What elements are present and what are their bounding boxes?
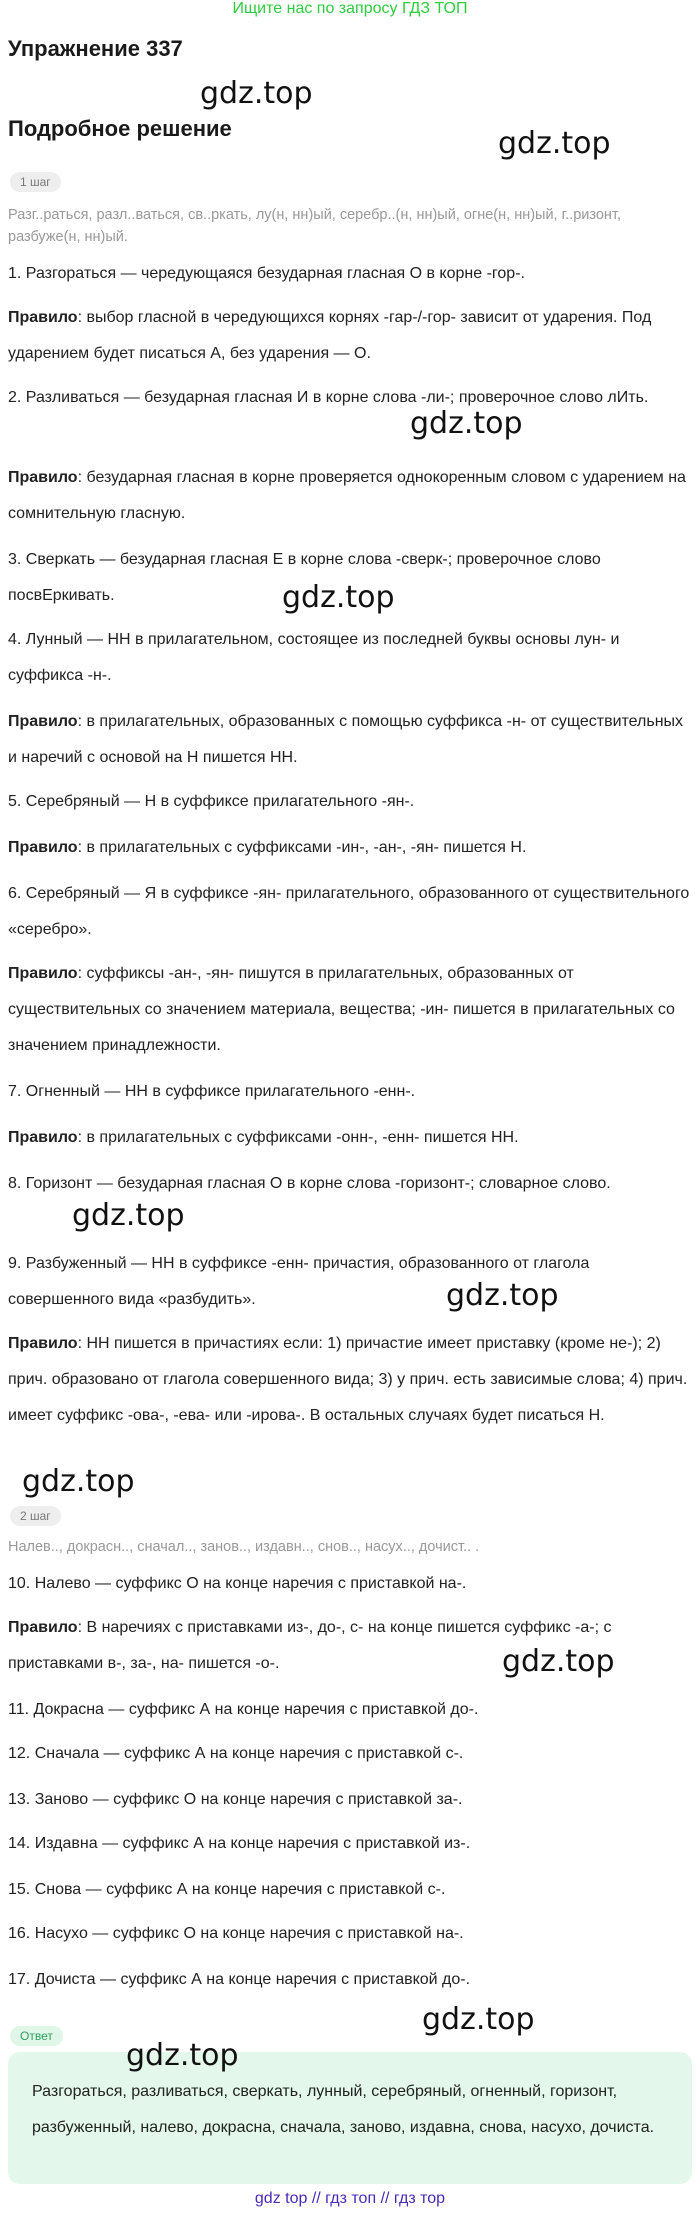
rule: Правило: суффиксы -ан-, -ян- пишутся в прилагательных, образованных от существительных со значением материала, вещества; -ин- пишется в прилагательных со значением принадлежности. [8,965,675,1054]
rule: Правило: В наречиях с приставками из-, до-, с- на конце пишется суффикс -а-; с приставками в-, за-, на- пишется -о-. [8,1619,612,1672]
step-2-badge: 2 шаг [10,1506,61,1526]
rule: Правило: в прилагательных с суффиксами -онн-, -енн- пишется НН. [8,1129,519,1146]
word: Разгораться [25,265,117,282]
list-item: 11. Докрасна — суффикс А на конце наречия с приставкой до-. [8,1701,479,1718]
rule: Правило: в прилагательных, образованных с помощью суффикса -н- от существительных и наречий с основой на Н пишется НН. [8,713,684,766]
step-1-task-words: Разг..раться, разл..ваться, св..ркать, лу(н, нн)ый, серебр..(н, нн)ый, огне(н, нн)ый, г..ризонт, разбуже(н, нн)ый. [8,207,621,245]
watermark: gdz.top [200,76,313,111]
step-2-task-words: Налев.., докрасн.., сначал.., занов.., издавн.., снов.., насух.., дочист.. . [8,1539,480,1555]
list-item: 3. Сверкать — безударная гласная Е в корне слова -сверк-; проверочное слово посвЕркивать. [8,551,601,604]
list-item: 8. Горизонт — безударная гласная О в корне слова -горизонт-; словарное слово. [8,1175,611,1192]
word: Дочиста [34,1971,96,1988]
answer-badge: Ответ [10,2026,63,2046]
watermark: gdz.top [502,1644,615,1679]
watermark: gdz.top [126,2038,239,2073]
watermark: gdz.top [498,126,611,161]
list-item: 13. Заново — суффикс О на конце наречия с приставкой за-. [8,1791,463,1808]
page-title: Упражнение 337 [8,36,183,61]
list-item: 14. Издавна — суффикс А на конце наречия с приставкой из-. [8,1835,471,1852]
word: Сначала [34,1745,100,1762]
list-item: 4. Лунный — НН в прилагательном, состоящее из последней буквы основы лун- и суффикса -н-. [8,631,620,684]
watermark: gdz.top [72,1198,185,1233]
word: Заново [34,1791,89,1808]
rule: Правило: безударная гласная в корне проверяется однокоренным словом с ударением на сомнительную гласную. [8,469,686,522]
word: Серебряный [25,793,120,810]
word: Издавна [34,1835,98,1852]
list-item: 6. Серебряный — Я в суффиксе -ян- прилагательного, образованного от существительного «серебро». [8,885,690,938]
list-item: 16. Насухо — суффикс О на конце наречия с приставкой на-. [8,1925,464,1942]
list-item: 17. Дочиста — суффикс А на конце наречия с приставкой до-. [8,1971,471,1988]
list-item: 12. Сначала — суффикс А на конце наречия с приставкой с-. [8,1745,464,1762]
list-item: 2. Разливаться — безударная гласная И в корне слова -ли-; проверочное слово лИть. [8,389,649,406]
rule: Правило: в прилагательных с суффиксами -ин-, -ан-, -ян- пишется Н. [8,839,527,856]
answer-text: Разгораться, разливаться, сверкать, лунный, серебряный, огненный, горизонт, разбуженный, налево, докрасна, сначала, заново, издавна, снова, насухо, дочиста. [32,2083,655,2136]
list-item: 9. Разбуженный — НН в суффиксе -енн- причастия, образованного от глагола совершенного вида «разбудить». [8,1255,590,1308]
list-item: 15. Снова — суффикс А на конце наречия с приставкой с-. [8,1881,446,1898]
word: Докрасна [33,1701,104,1718]
list-item: 10. Налево — суффикс О на конце наречия с приставкой на-. [8,1575,467,1592]
word: Налево [34,1575,91,1592]
rule: Правило: НН пишется в причастиях если: 1) причастие имеет приставку (кроме не-); 2) прич. образовано от глагола совершенного вида; 3) у прич. есть зависимые слова; 4) прич. имеет суффикс -ова-, -ева- или -ирова-. В остальных случаях будет писаться Н. [8,1335,688,1424]
list-item: 1. Разгораться — чередующаяся безударная гласная О в корне -гор-. [8,265,525,282]
word: Сверкать [25,551,96,568]
word: Горизонт [25,1175,93,1192]
watermark: gdz.top [22,1464,135,1499]
word: Снова [34,1881,82,1898]
step-1-badge: 1 шаг [10,172,61,192]
word: Разбуженный [25,1255,127,1272]
solution-heading: Подробное решение [8,116,232,141]
watermark: gdz.top [282,580,395,615]
word: Разливаться [25,389,120,406]
watermark: gdz.top [410,406,523,441]
search-banner[interactable]: Ищите нас по запросу ГДЗ ТОП [232,0,468,17]
list-item: 5. Серебряный — Н в суффиксе прилагательного -ян-. [8,793,415,810]
word: Огненный [25,1083,100,1100]
answer-box [8,2052,692,2184]
footer-links[interactable]: gdz top // гдз топ // гдз тор [254,2190,446,2207]
rule: Правило: выбор гласной в чередующихся корнях -гар-/-гор- зависит от ударения. Под ударением будет писаться А, без ударения — О. [8,309,652,362]
word: Серебряный [25,885,120,902]
watermark: gdz.top [422,2002,535,2037]
word: Насухо [34,1925,88,1942]
word: Лунный [25,631,83,648]
list-item: 7. Огненный — НН в суффиксе прилагательного -енн-. [8,1083,416,1100]
watermark: gdz.top [446,1278,559,1313]
